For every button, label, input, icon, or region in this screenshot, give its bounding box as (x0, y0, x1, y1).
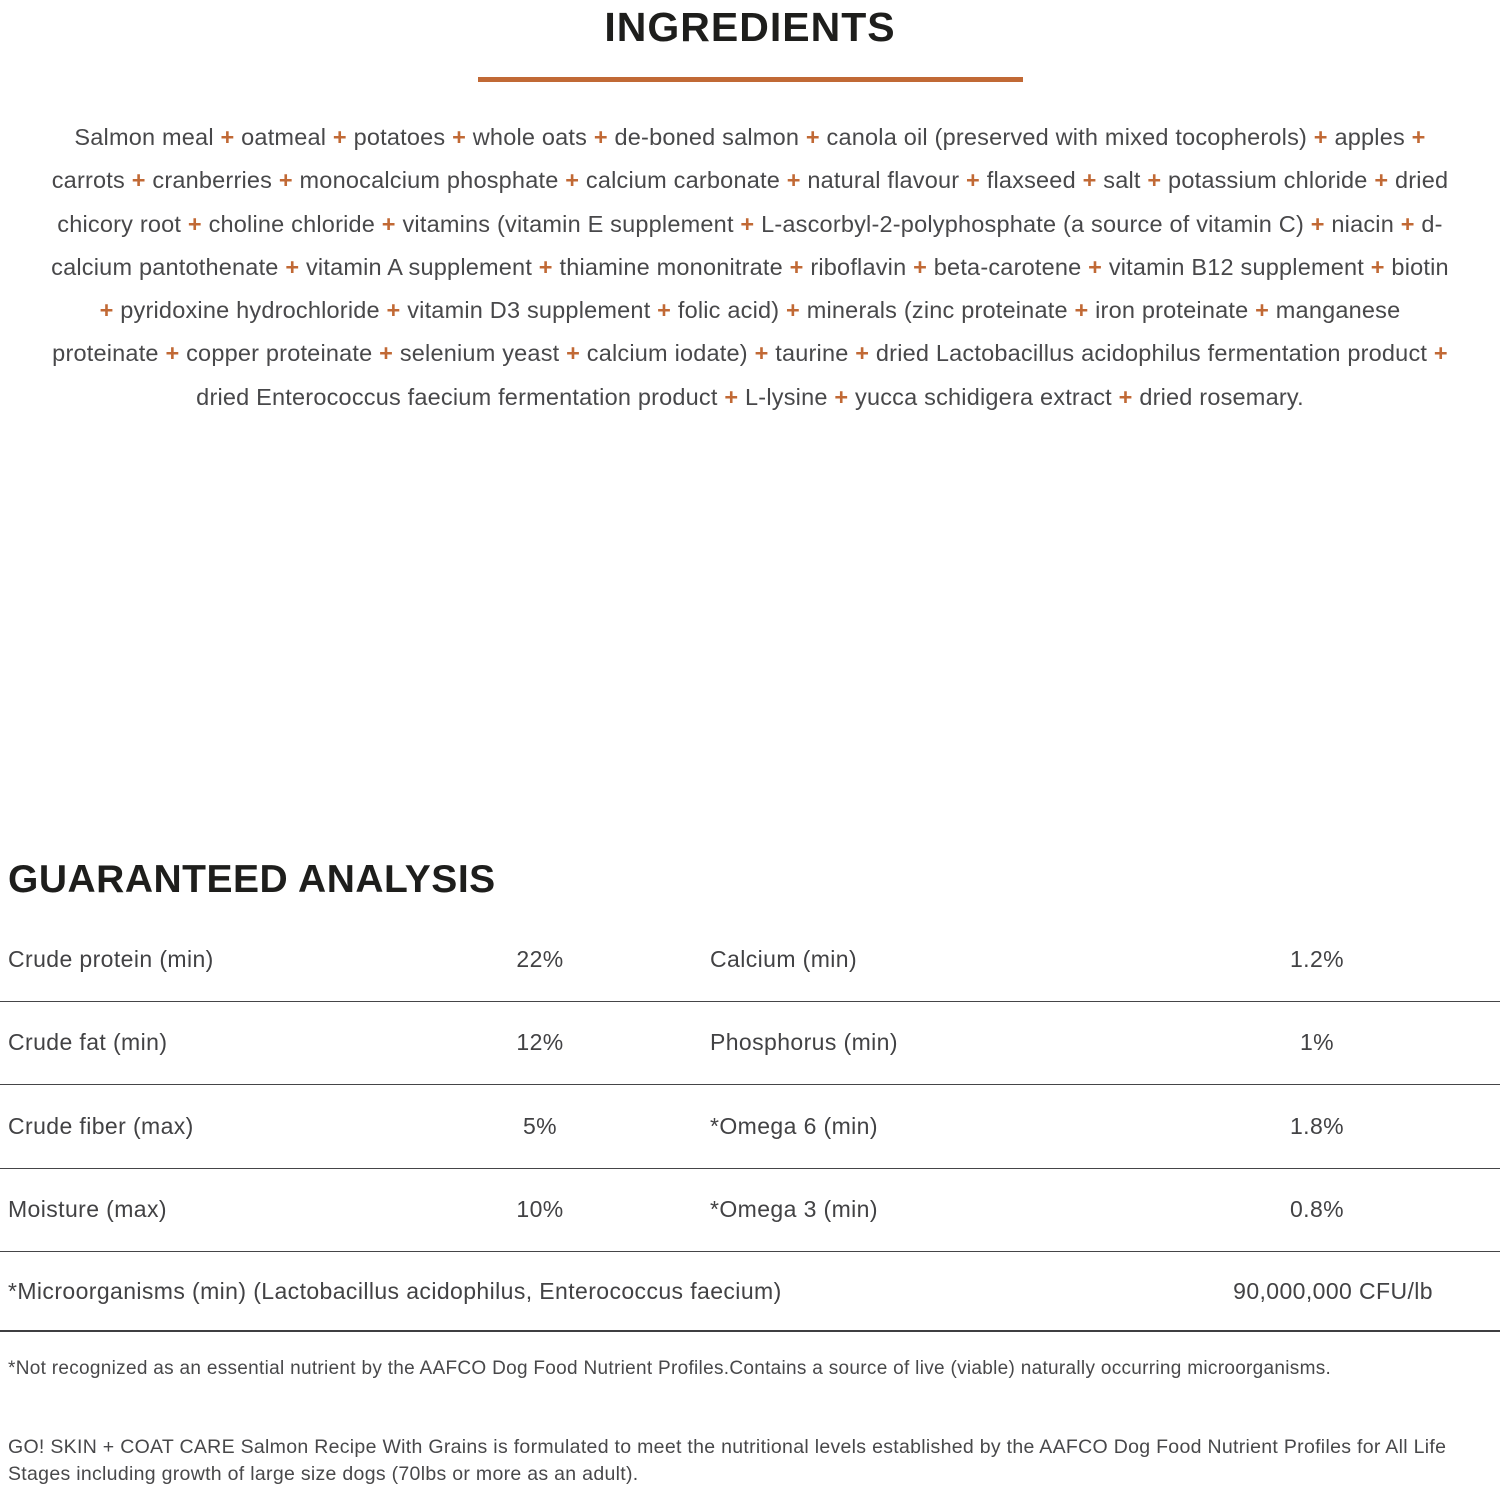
plus-separator-icon: + (593, 124, 608, 150)
plus-separator-icon: + (538, 253, 553, 280)
table-row-microorganisms (0, 1252, 1500, 1332)
plus-separator-icon: + (381, 210, 396, 237)
plus-separator-icon: + (285, 253, 300, 280)
plus-separator-icon: + (332, 124, 347, 150)
plus-separator-icon: + (740, 210, 755, 237)
plus-separator-icon: + (386, 297, 401, 324)
plus-separator-icon: + (1411, 124, 1426, 150)
nutrient-value: 10% (516, 1196, 564, 1223)
plus-separator-icon: + (789, 253, 804, 280)
title-divider-rule (478, 77, 1023, 82)
nutrient-value: 1.8% (1289, 1112, 1345, 1139)
nutrient-value: 5% (522, 1112, 558, 1139)
guaranteed-analysis-table (0, 918, 1500, 1332)
ingredients-section (0, 116, 1500, 858)
table-row (0, 1085, 1500, 1169)
plus-separator-icon: + (1313, 124, 1328, 150)
plus-separator-icon: + (724, 383, 739, 410)
plus-separator-icon: + (966, 167, 980, 194)
plus-separator-icon: + (1374, 167, 1389, 194)
plus-separator-icon: + (131, 167, 146, 194)
plus-separator-icon: + (165, 340, 180, 367)
nutrient-label: Crude fat (min) (8, 1029, 168, 1056)
plus-separator-icon: + (1400, 210, 1415, 237)
nutrient-label: Crude protein (min) (8, 945, 214, 972)
plus-separator-icon: + (452, 124, 467, 150)
plus-separator-icon: + (1118, 383, 1133, 410)
plus-separator-icon: + (754, 340, 769, 367)
guaranteed-analysis-section (0, 858, 1500, 1488)
plus-separator-icon: + (786, 167, 801, 194)
plus-separator-icon: + (99, 297, 114, 324)
aafco-footnote: *Not recognized as an essential nutrient by the AAFCO Dog Food Nutrient Profiles.Contains a source of live (viable) naturally occurring microorganisms. (8, 1358, 1332, 1379)
nutrient-label: Crude fiber (max) (8, 1112, 194, 1139)
plus-separator-icon: + (278, 167, 293, 194)
plus-separator-icon: + (565, 167, 580, 194)
nutrient-label: *Omega 3 (min) (710, 1196, 878, 1223)
plus-separator-icon: + (1147, 167, 1162, 194)
nutrient-label: Phosphorus (min) (710, 1029, 898, 1056)
plus-separator-icon: + (913, 253, 928, 280)
plus-separator-icon: + (1433, 340, 1448, 367)
plus-separator-icon: + (805, 124, 820, 150)
table-row (0, 918, 1500, 1002)
ingredients-title: INGREDIENTS (604, 4, 896, 50)
nutrient-label: *Microorganisms (min) (Lactobacillus acidophilus, Enterococcus faecium) (8, 1277, 782, 1304)
product-nutrition-panel (0, 4, 1500, 1492)
plus-separator-icon: + (220, 124, 235, 150)
plus-separator-icon: + (1074, 297, 1089, 324)
plus-separator-icon: + (834, 383, 849, 410)
plus-separator-icon: + (1082, 167, 1097, 194)
plus-separator-icon: + (566, 340, 581, 367)
nutrient-label: *Omega 6 (min) (710, 1112, 878, 1139)
plus-separator-icon: + (187, 210, 202, 237)
plus-separator-icon: + (379, 340, 394, 367)
nutrient-label: Moisture (max) (8, 1196, 167, 1223)
plus-separator-icon: + (657, 297, 672, 324)
guaranteed-analysis-title: GUARANTEED ANALYSIS (8, 858, 496, 901)
ingredients-text: Salmon meal + oatmeal + potatoes + whole oats + de-boned salmon + canola oil (preserved with mixed tocopherols) + apples + carrots + cranberries + monocalcium phosphate + calcium carbonate + natural flavour + flaxseed + salt + potassium chloride + dried chicory root + choline chloride + vitamins (vitamin E supplement + L-ascorbyl-2-polyphosphate (a source of vitamin C) + niacin + d-calcium pantothenate + vitamin A supplement + thiamine mononitrate + riboflavin + beta-carotene + vitamin B12 supplement + biotin + pyridoxine hydrochloride + vitamin D3 supplement + folic acid) + minerals (zinc proteinate + iron proteinate + manganese proteinate + copper proteinate + selenium yeast + calcium iodate) + taurine + dried Lactobacillus acidophilus fermentation product + dried Enterococcus faecium fermentation product + L-lysine + yucca schidigera extract + dried rosemary. (51, 124, 1449, 410)
nutrient-value: 12% (516, 1029, 564, 1056)
plus-separator-icon: + (1088, 253, 1103, 280)
nutrient-value: 90,000,000 CFU/lb (1233, 1277, 1433, 1304)
plus-separator-icon: + (1255, 297, 1270, 324)
nutrient-value: 0.8% (1289, 1196, 1345, 1223)
plus-separator-icon: + (786, 297, 800, 324)
nutrient-value: 1.2% (1289, 945, 1345, 972)
plus-separator-icon: + (1310, 210, 1325, 237)
formulation-statement: GO! SKIN + COAT CARE Salmon Recipe With Grains is formulated to meet the nutritional levels established by the AAFCO Dog Food Nutrient Profiles for All Life Stages including growth of large size dogs (70lbs or more as an adult). (8, 1436, 1447, 1485)
plus-separator-icon: + (855, 340, 870, 367)
table-row (0, 1002, 1500, 1086)
nutrient-value: 22% (516, 945, 564, 972)
plus-separator-icon: + (1370, 253, 1385, 280)
nutrient-label: Calcium (min) (710, 945, 858, 972)
table-row (0, 1169, 1500, 1253)
nutrient-value: 1% (1299, 1029, 1335, 1056)
